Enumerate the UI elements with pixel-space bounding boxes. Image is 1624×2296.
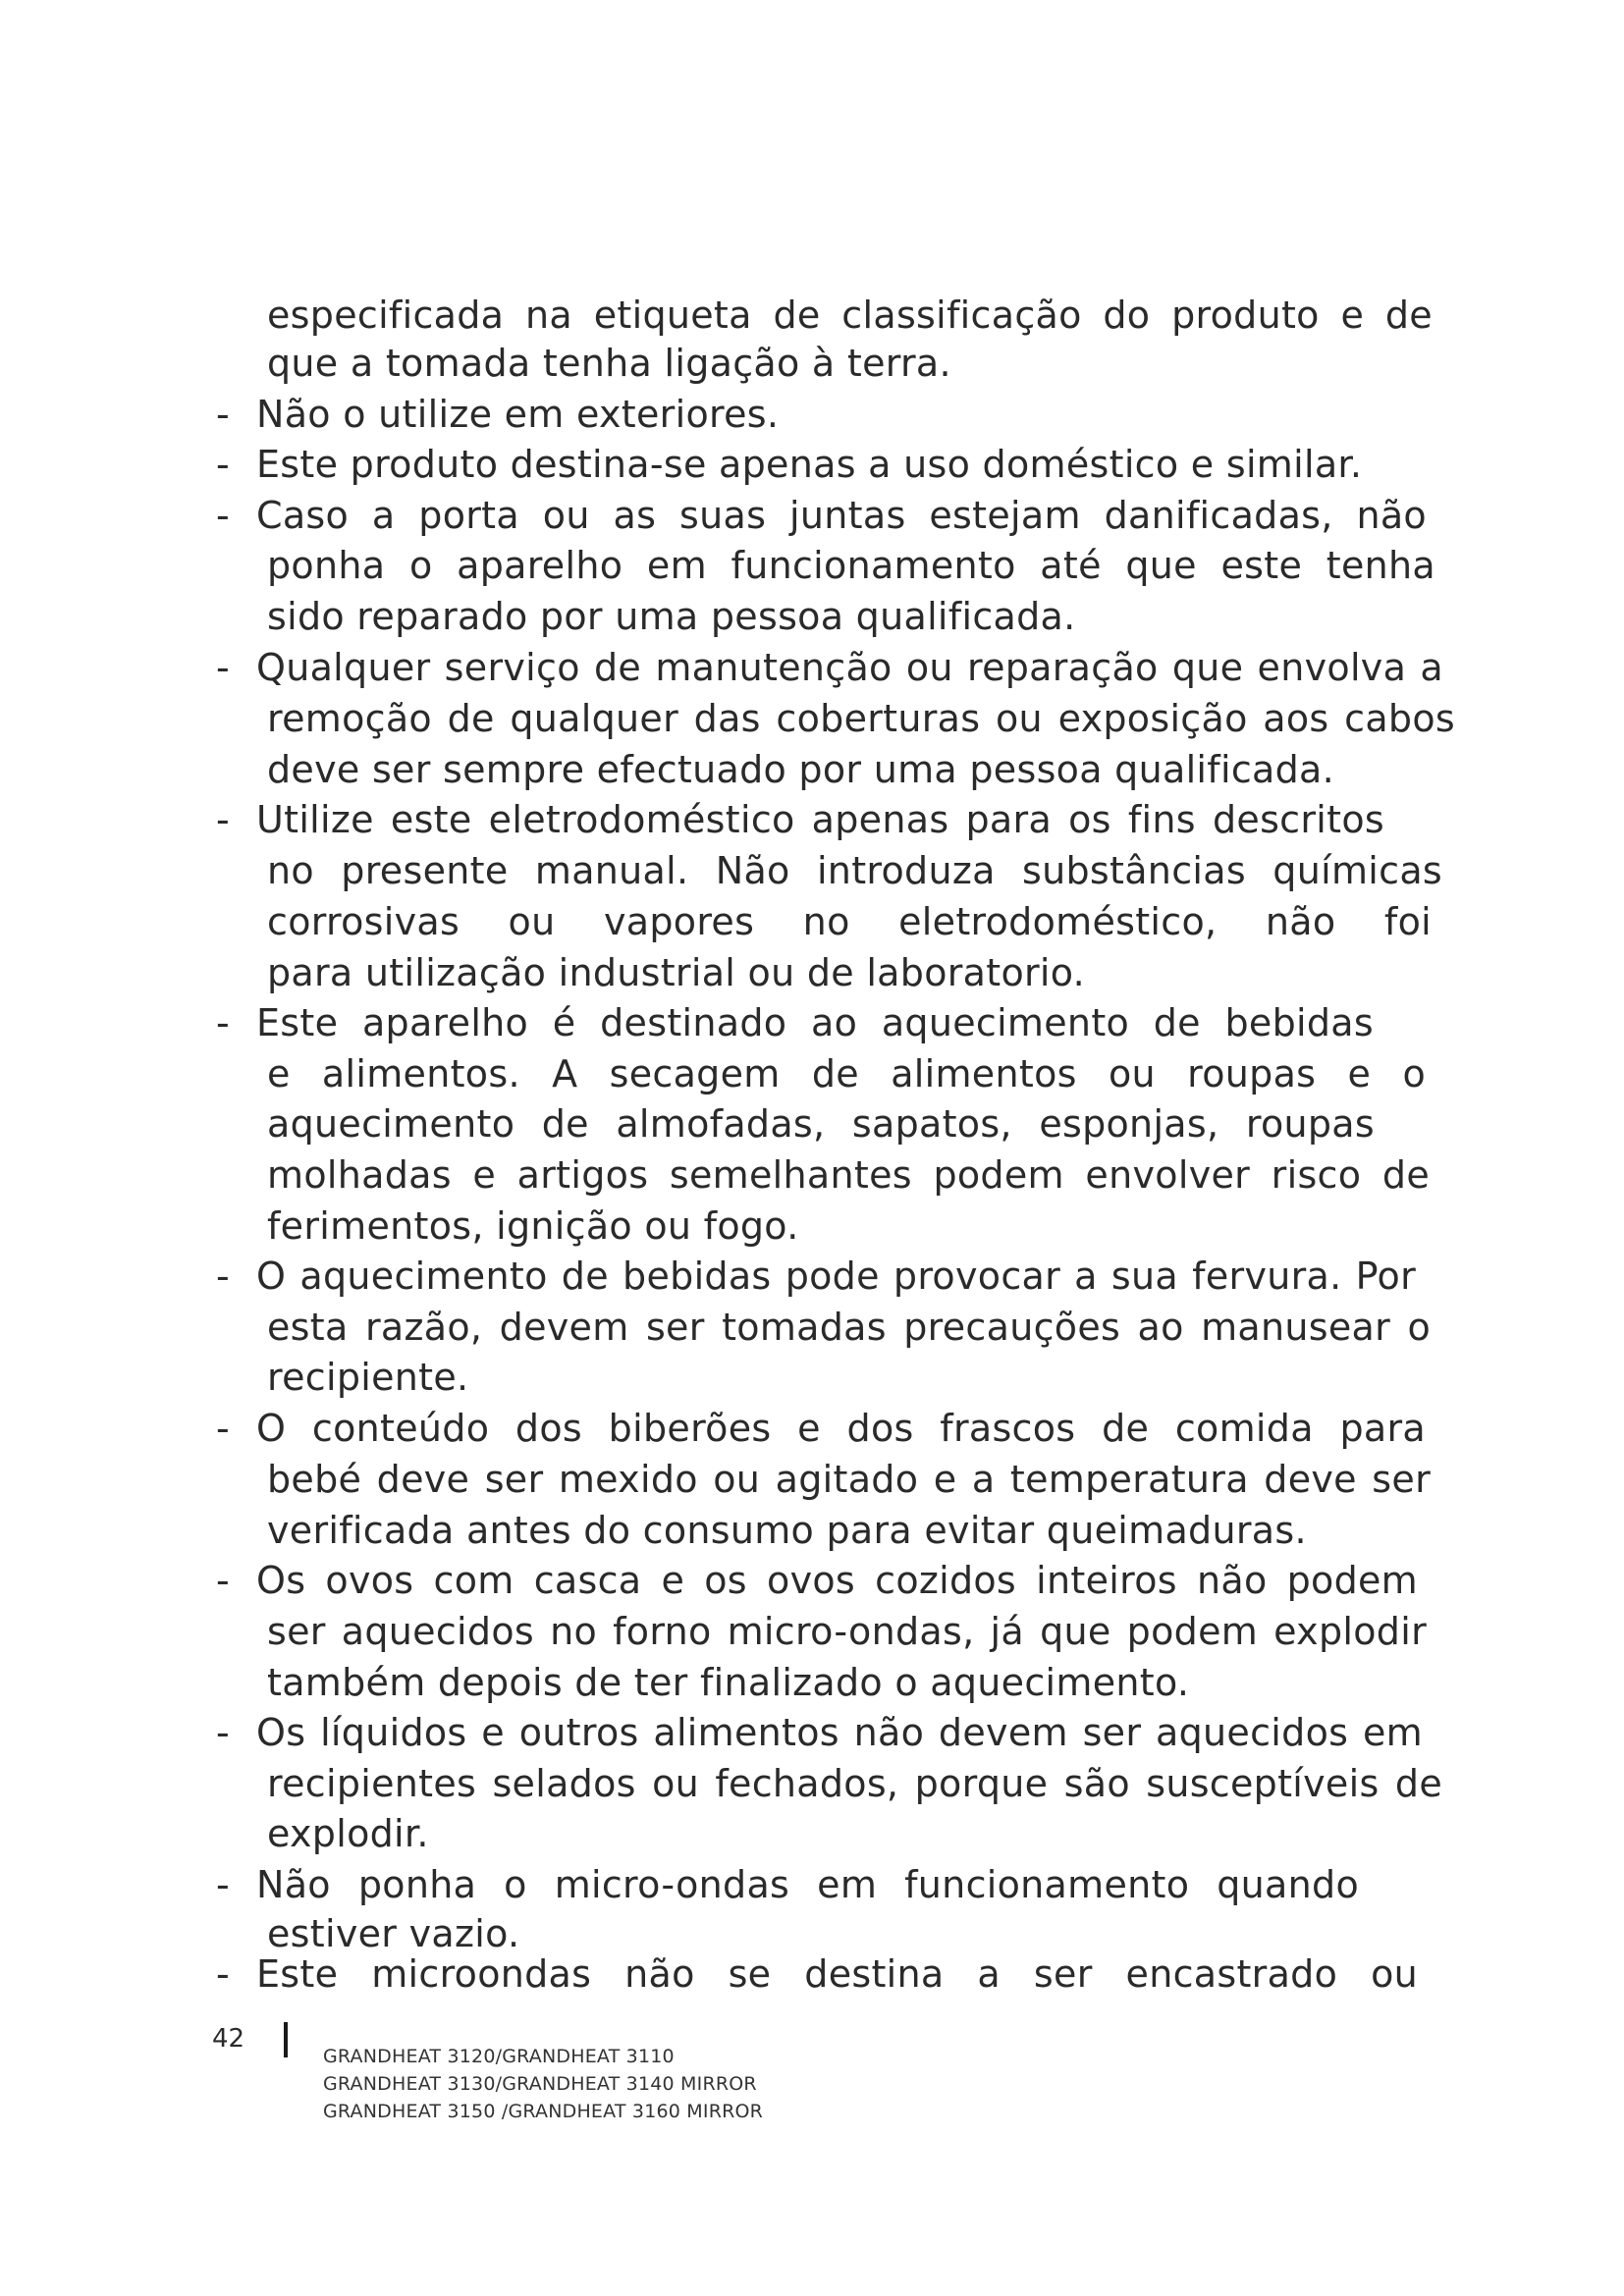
text-line: verificada antes do consumo para evitar queimaduras. — [267, 1509, 1307, 1552]
list-dash: - — [216, 646, 230, 689]
text-line: Qualquer serviço de manutenção ou reparação que envolva a — [256, 646, 1443, 689]
list-dash: - — [216, 1407, 230, 1450]
list-dash: - — [216, 798, 230, 841]
list-dash: - — [216, 494, 230, 537]
page-number: 42 — [212, 2024, 245, 2054]
text-line: e alimentos. A secagem de alimentos ou roupas e o — [267, 1052, 1426, 1095]
list-dash: - — [216, 1952, 230, 1996]
text-line: molhadas e artigos semelhantes podem envolver risco de — [267, 1153, 1430, 1197]
text-line: recipientes selados ou fechados, porque são susceptíveis de — [267, 1762, 1442, 1805]
text-line: Os líquidos e outros alimentos não devem ser aquecidos em — [256, 1711, 1423, 1754]
text-line: sido reparado por uma pessoa qualificada. — [267, 595, 1076, 638]
text-line: ponha o aparelho em funcionamento até que este tenha — [267, 544, 1435, 587]
text-line: ferimentos, ignição ou fogo. — [267, 1204, 799, 1248]
footer-separator — [284, 2022, 288, 2057]
text-line: Não o utilize em exteriores. — [256, 393, 780, 436]
text-line: remoção de qualquer das coberturas ou exposição aos cabos — [267, 697, 1455, 740]
list-dash: - — [216, 1559, 230, 1602]
text-line: corrosivas ou vapores no eletrodoméstico, não foi — [267, 900, 1432, 943]
list-dash: - — [216, 1863, 230, 1906]
text-line: estiver vazio. — [267, 1912, 520, 1955]
model-line-1: GRANDHEAT 3120/GRANDHEAT 3110 — [323, 2046, 675, 2067]
model-line-2: GRANDHEAT 3130/GRANDHEAT 3140 MIRROR — [323, 2073, 757, 2095]
text-line: explodir. — [267, 1812, 429, 1855]
text-line: especificada na etiqueta de classificação do produto e de — [267, 294, 1433, 337]
text-line: deve ser sempre efectuado por uma pessoa qualificada. — [267, 748, 1334, 791]
text-line: no presente manual. Não introduza substâncias químicas — [267, 849, 1442, 892]
text-line: O conteúdo dos biberões e dos frascos de comida para — [256, 1407, 1426, 1450]
text-line: que a tomada tenha ligação à terra. — [267, 342, 951, 385]
text-line: Este produto destina-se apenas a uso doméstico e similar. — [256, 443, 1363, 486]
text-line: Utilize este eletrodoméstico apenas para os fins descritos — [256, 798, 1384, 841]
text-line: ser aquecidos no forno micro-ondas, já que podem explodir — [267, 1610, 1427, 1653]
text-line: também depois de ter finalizado o aquecimento. — [267, 1661, 1190, 1704]
text-line: O aquecimento de bebidas pode provocar a sua fervura. Por — [256, 1255, 1416, 1298]
list-dash: - — [216, 393, 230, 436]
list-dash: - — [216, 1255, 230, 1298]
text-line: aquecimento de almofadas, sapatos, esponjas, roupas — [267, 1102, 1375, 1146]
text-line: Este microondas não se destina a ser encastrado ou — [256, 1952, 1418, 1996]
list-dash: - — [216, 443, 230, 486]
text-line: para utilização industrial ou de laboratorio. — [267, 951, 1086, 994]
text-line: Caso a porta ou as suas juntas estejam danificadas, não — [256, 494, 1427, 537]
list-dash: - — [216, 1001, 230, 1044]
text-line: Este aparelho é destinado ao aquecimento de bebidas — [256, 1001, 1374, 1044]
model-line-3: GRANDHEAT 3150 /GRANDHEAT 3160 MIRROR — [323, 2101, 764, 2122]
text-line: bebé deve ser mexido ou agitado e a temperatura deve ser — [267, 1458, 1431, 1501]
text-line: Os ovos com casca e os ovos cozidos inteiros não podem — [256, 1559, 1418, 1602]
text-line: Não ponha o micro-ondas em funcionamento quando — [256, 1863, 1359, 1906]
text-line: esta razão, devem ser tomadas precauções ao manusear o — [267, 1306, 1431, 1349]
list-dash: - — [216, 1711, 230, 1754]
text-line: recipiente. — [267, 1356, 469, 1399]
